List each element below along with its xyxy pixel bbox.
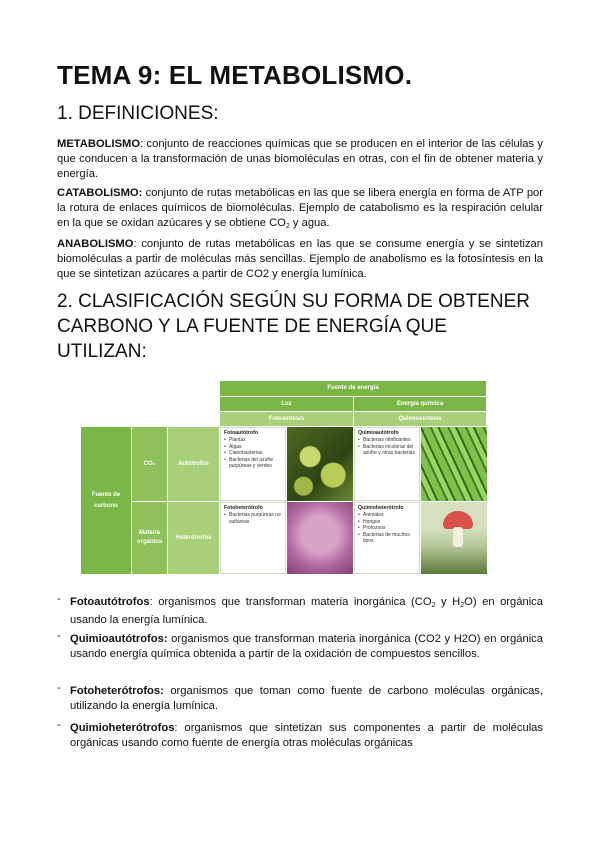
list-item: • Protozoos <box>358 525 416 531</box>
list-item: • Bacterias del azufre purpúreas y verdes <box>224 457 282 470</box>
term-catabolismo: CATABOLISMO: <box>57 187 143 199</box>
box-quimioautotrofo <box>354 427 420 501</box>
subscript: 2 <box>285 223 290 231</box>
subscript: 2 <box>431 602 436 609</box>
box-quimioheterotrofo <box>354 502 420 574</box>
row-materia-organica: Materia orgánica <box>132 502 167 574</box>
mushroom-stem <box>453 527 463 547</box>
bullet-mark: - <box>57 682 61 694</box>
section-heading-definiciones: 1. DEFINICIONES: <box>57 103 219 124</box>
bullet-text: : organismos que sintetizan sus componentes a partir de moléculas orgánicas usando como fuente de energía otras moléculas orgánicas <box>70 722 543 750</box>
list-item: • Plantas <box>224 437 282 443</box>
photo-bacteria-green <box>421 427 487 501</box>
photo-moss <box>287 427 353 501</box>
header-quimiosintesis: Quimiosíntesis <box>354 412 486 426</box>
header-fotosintesis: Fotosíntesis <box>220 412 353 426</box>
section-heading-clasificacion: 2. CLASIFICACIÓN SEGÚN SU FORMA DE OBTENER CARBONO Y LA FUENTE DE ENERGÍA QUE UTILIZAN: <box>57 291 530 362</box>
list-item: • Animales <box>358 512 416 518</box>
definition-text-tail: y agua. <box>289 217 330 230</box>
box-title: Fotoautótrofo <box>224 430 258 436</box>
subscript: 2 <box>460 602 465 609</box>
box-fotoautotrofo <box>220 427 286 501</box>
bullet-mark: - <box>57 593 61 605</box>
list-item: • Bacterias purpúreas no sulfúreas <box>224 512 282 525</box>
definition-anabolismo <box>57 237 543 283</box>
term-quimioheterotrofos: Quimioheterótrofos <box>70 722 175 734</box>
row-autotrofos: Autótrofos <box>168 427 219 501</box>
header-fuente-energia: Fuente de energía <box>220 381 486 396</box>
term-quimioautotrofos: Quimioautótrofos: <box>70 633 168 645</box>
list-item: • Bacterias de muchos tipos <box>358 532 416 545</box>
box-fotoheterotrofo <box>220 502 286 574</box>
header-energia-quimica: Energía química <box>354 397 486 411</box>
bullet-text: : organismos que transforman materia inorgánica (CO <box>149 596 432 608</box>
bullet-mark: - <box>57 630 61 642</box>
row-heterotrofos: Heterótrofos <box>168 502 219 574</box>
definition-metabolismo <box>57 137 543 183</box>
bullet-text: organismos que toman como fuente de carbono moléculas orgánicas, utilizando la energía lumínica. <box>70 685 543 713</box>
term-separator: : <box>140 138 144 150</box>
definition-text: conjunto de rutas metabólicas en las que se libera energía en forma de ATP por la rotura de enlaces químicos de biomoléculas. Ejemplo de catabolismo es la respiración celular en la que se oxidan azúcares y se obtiene CO <box>57 187 543 230</box>
photo-bacteria-purple <box>287 502 353 574</box>
list-item: • Cianobacterias <box>224 450 282 456</box>
term-fotoheterotrofos: Fotoheterótrofos: <box>70 685 164 697</box>
term-separator: : <box>133 238 137 250</box>
bullet-text: y H <box>435 596 461 608</box>
term-anabolismo: ANABOLISMO <box>57 238 134 250</box>
box-title: Quimioheterótrofo <box>358 505 404 511</box>
row-fuente-carbono: Fuente de carbono <box>81 427 131 574</box>
header-luz: Luz <box>220 397 353 411</box>
term-metabolismo: METABOLISMO <box>57 138 141 150</box>
box-title: Quimioautótrofo <box>358 430 399 436</box>
list-item: • Hongos <box>358 519 416 525</box>
classification-figure <box>73 377 504 579</box>
bullet-mark: - <box>57 719 61 731</box>
page-title: TEMA 9: EL METABOLISMO. <box>57 60 413 90</box>
list-item: • Bacterias nitrificantes <box>358 437 416 443</box>
row-co2: CO₂ <box>132 427 167 501</box>
term-fotoautotrofos: Fotoautótrofos <box>70 596 150 608</box>
list-item: • Algas <box>224 444 282 450</box>
list-item: • Bacterias incoloras del azufre y otras bacterias <box>358 444 416 457</box>
definition-text: conjunto de rutas metabólicas en las que se consume energía y se sintetizan biomoléculas a partir de moléculas más sencillas. Ejemplo de anabolismo es la fotosíntesis en la que se sintetizan azúcares a partir de CO2 y energía lumínica. <box>57 238 543 281</box>
definition-catabolismo <box>57 186 543 235</box>
bullet-text: organismos que transforman materia inorgánica (CO2 y H2O) en orgánica usando energía química obtenida a partir de la oxidación de compuestos sencillos. <box>70 633 543 661</box>
definition-text: conjunto de reacciones químicas que se producen en el interior de las células y que conducen a la transformación de unas biomoléculas en otras, con el fin de obtener materia y energía. <box>57 138 543 181</box>
box-title: Fotoheterótrofo <box>224 505 263 511</box>
bullet-text: O) en orgánica usando la energía lumínica. <box>70 596 543 627</box>
